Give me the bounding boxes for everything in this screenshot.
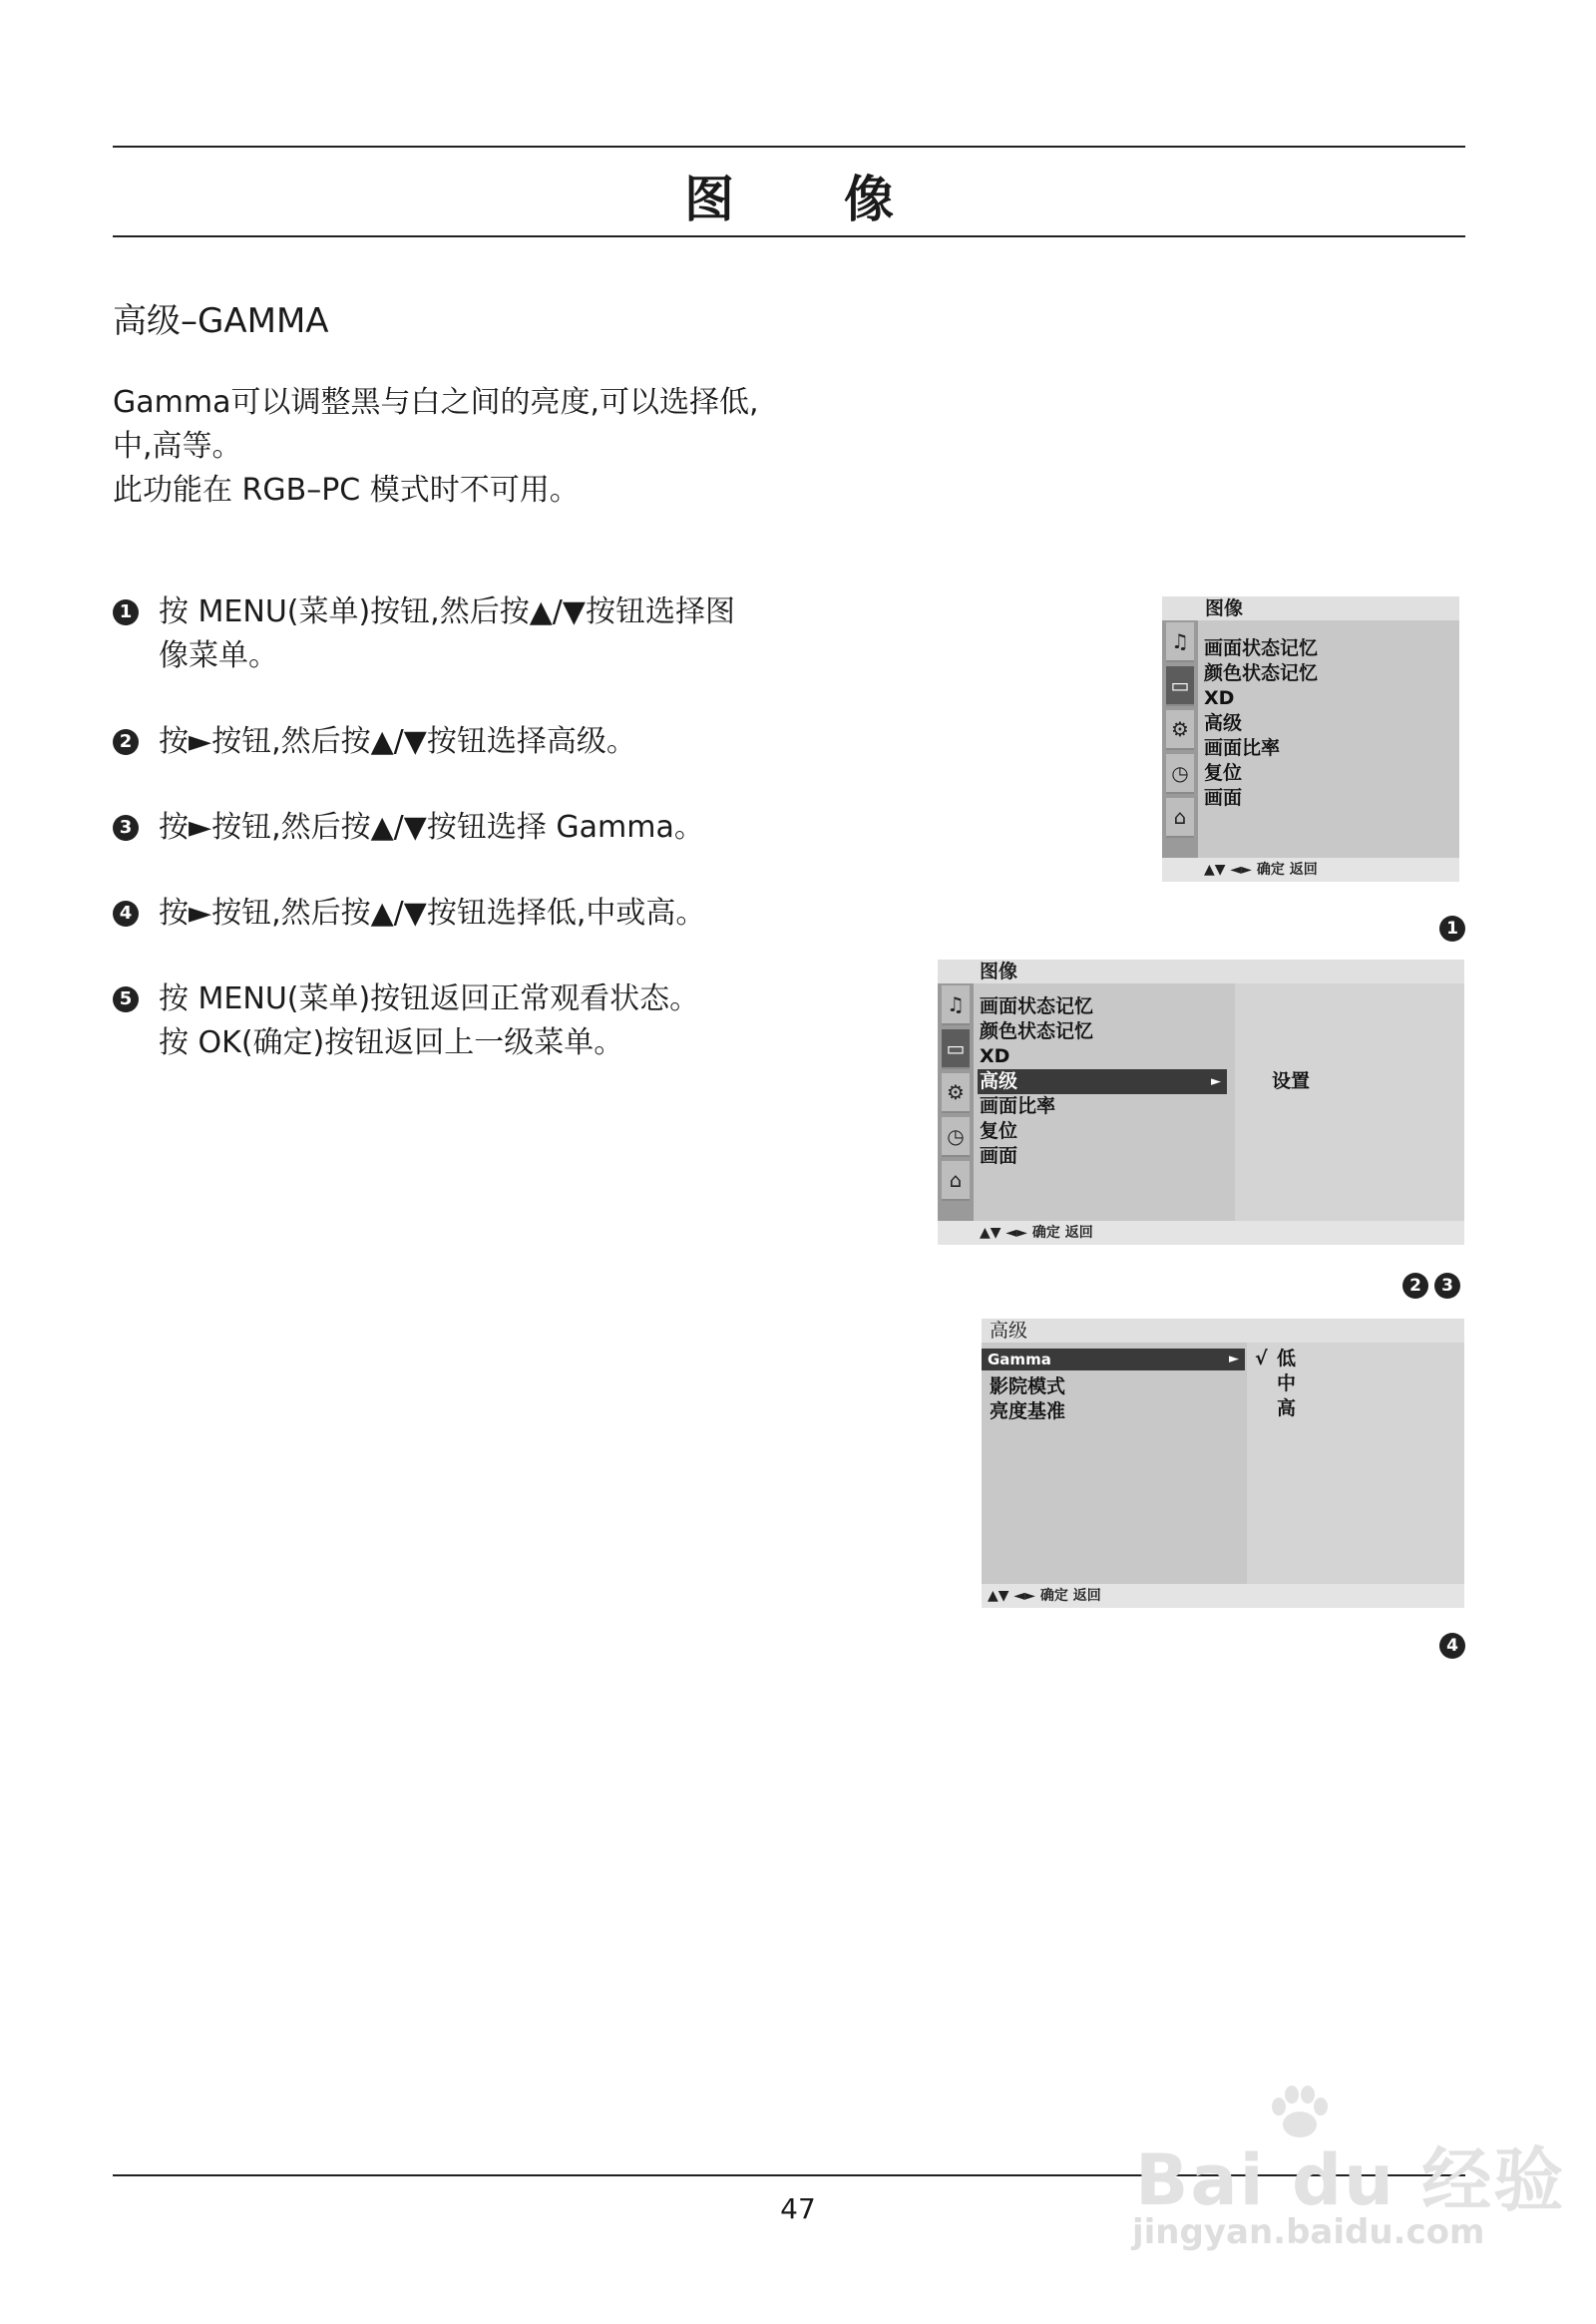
step-text: 按 MENU(菜单)按钮,然后按▲/▼按钮选择图 (159, 594, 735, 629)
lock-icon[interactable]: ⌂ (942, 1161, 970, 1201)
osd-menu-item[interactable]: 颜色状态记忆 (980, 1020, 1094, 1042)
step-text: 按 MENU(菜单)按钮返回正常观看状态。 (159, 981, 700, 1016)
figure-badge: 2 (1402, 1273, 1428, 1299)
osd-selected-label: Gamma (988, 1351, 1051, 1368)
intro-text (113, 381, 831, 513)
step-number: 2 (113, 729, 139, 755)
step-3 (113, 806, 704, 850)
page-title: 图像 (684, 171, 1003, 228)
osd-selected-row[interactable] (978, 1069, 1227, 1094)
submenu-arrow-icon: ► (1211, 1074, 1221, 1089)
timer-icon[interactable]: ◷ (942, 1117, 970, 1157)
step-text: 按 OK(确定)按钮返回上一级菜单。 (159, 1025, 624, 1060)
picture-icon[interactable]: ▭ (1166, 666, 1194, 706)
intro-line: 此功能在 RGB–PC 模式时不可用。 (113, 473, 580, 508)
speaker-icon[interactable]: ♫ (942, 985, 970, 1025)
osd-option[interactable]: 中 (1277, 1372, 1297, 1394)
osd-advanced-menu (982, 1319, 1464, 1608)
osd-icon-column (1162, 620, 1198, 858)
step-text: 按►按钮,然后按▲/▼按钮选择 Gamma。 (159, 810, 704, 845)
osd-menu-item[interactable]: 高级 (1204, 712, 1243, 734)
osd-menu-item[interactable]: 画面 (980, 1145, 1018, 1167)
figure-badge: 1 (1439, 916, 1465, 942)
top-rule (113, 146, 1465, 148)
step-text: 按►按钮,然后按▲/▼按钮选择低,中或高。 (159, 896, 706, 931)
osd-menu-item[interactable]: XD (1204, 687, 1235, 709)
osd-icon-column (938, 983, 974, 1221)
osd-menu-item[interactable]: 亮度基准 (990, 1400, 1066, 1422)
osd-option[interactable]: 低 (1277, 1348, 1297, 1369)
osd-menu-item[interactable]: 复位 (1204, 762, 1243, 784)
speaker-icon[interactable]: ♫ (1166, 622, 1194, 662)
step-4 (113, 892, 705, 936)
osd-option[interactable]: 高 (1277, 1397, 1297, 1419)
figure-badge: 4 (1439, 1633, 1465, 1659)
lock-icon[interactable]: ⌂ (1166, 798, 1194, 838)
submenu-arrow-icon: ► (1229, 1352, 1239, 1366)
osd-title: 图像 (938, 960, 1464, 983)
osd-menu-item[interactable]: 复位 (980, 1120, 1018, 1142)
check-icon: √ (1255, 1348, 1268, 1369)
timer-icon[interactable]: ◷ (1166, 754, 1194, 794)
step-1 (113, 590, 735, 678)
osd-selected-label: 高级 (980, 1070, 1018, 1092)
step-2 (113, 720, 636, 764)
gear-icon[interactable]: ⚙ (942, 1073, 970, 1113)
step-number: 5 (113, 986, 139, 1012)
osd-menu-item[interactable]: 画面状态记忆 (1204, 637, 1319, 659)
osd-menu-item[interactable]: 画面比率 (980, 1095, 1056, 1117)
osd-footer-hint: ▲▼ ◄► 确定 返回 (938, 1221, 1464, 1245)
gear-icon[interactable]: ⚙ (1166, 710, 1194, 750)
osd-title: 高级 (982, 1319, 1464, 1343)
osd-picture-menu-1 (1162, 596, 1459, 882)
osd-selected-row[interactable] (982, 1349, 1245, 1370)
section-heading: 高级–GAMMA (113, 301, 329, 341)
osd-menu-item[interactable]: 影院模式 (990, 1375, 1066, 1397)
osd-submenu-panel (1235, 983, 1464, 1221)
step-number: 1 (113, 599, 139, 625)
osd-title: 图像 (1162, 596, 1459, 620)
intro-line: Gamma可以调整黑与白之间的亮度,可以选择低, (113, 385, 759, 420)
watermark-logo: Bai du 经验 (1135, 2139, 1566, 2221)
osd-submenu-item[interactable]: 设置 (1272, 1070, 1311, 1092)
osd-menu-item[interactable]: 画面状态记忆 (980, 995, 1094, 1017)
watermark-url: jingyan.baidu.com (1132, 2212, 1485, 2252)
osd-menu-item[interactable]: 画面 (1204, 787, 1243, 809)
osd-footer-hint: ▲▼ ◄► 确定 返回 (982, 1584, 1464, 1608)
step-text: 按►按钮,然后按▲/▼按钮选择高级。 (159, 724, 636, 759)
intro-line: 中,高等。 (113, 429, 242, 464)
osd-footer-hint: ▲▼ ◄► 确定 返回 (1162, 858, 1459, 882)
osd-picture-menu-2 (938, 960, 1464, 1245)
title-rule (113, 235, 1465, 237)
step-number: 4 (113, 901, 139, 927)
osd-menu-item[interactable]: XD (980, 1045, 1010, 1067)
page-number: 47 (780, 2192, 816, 2225)
step-text: 像菜单。 (159, 638, 278, 673)
step-5 (113, 977, 699, 1065)
osd-menu-item[interactable]: 画面比率 (1204, 737, 1281, 759)
step-number: 3 (113, 815, 139, 841)
figure-badge: 3 (1434, 1273, 1460, 1299)
picture-icon[interactable]: ▭ (942, 1029, 970, 1069)
osd-menu-item[interactable]: 颜色状态记忆 (1204, 662, 1319, 684)
